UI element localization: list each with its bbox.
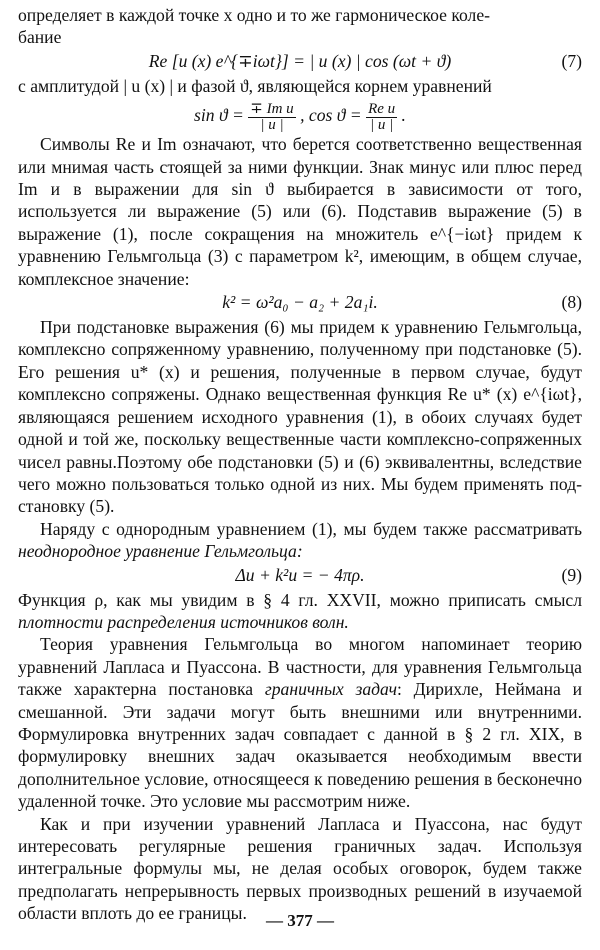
fraction-numerator: ∓ Im u	[250, 100, 294, 117]
paragraph	[18, 518, 582, 563]
paragraph: При подстановке выражения (6) мы придем к уравнению Гельмгольца, комплексно сопряженному уравнению, полученному при подстановке (5). Его решения u* (x) и решения, полученные в первом случае, будут комплексно сопряжены. Однако вещественная функция Re u* (x) e^{iωt}, являющаяся решением исходного уравнения (1), в обоих случаях будет одной и той же, поскольку вещественные части комплексно-сопряженных чисел равны.Поэтому обе подстановки (5) и (6) эквивалентны, вследствие чего можно пользоваться только одной из них. Мы будем применять подстановку (5).	[18, 317, 582, 517]
equation-tail: .	[401, 105, 406, 126]
page-number: — 377 —	[266, 911, 334, 930]
fraction-denominator: | u |	[369, 116, 394, 133]
paragraph	[18, 589, 582, 634]
paragraph-text: : Дирихле, Неймана и смешанной. Эти задачи могут быть внешними или внутренними. Формулировка внутренних задач совпадает с данной в § 2 гл. XIX, в формулировку внешних задач оказывается необходимым ввести дополнительное условие, относящееся к поведению решения в бесконечно удаленной точке. Это условие мы рассмотрим ниже.	[18, 679, 583, 812]
text-line: бание	[18, 27, 62, 48]
fraction-denominator: | u |	[260, 116, 284, 133]
emphasis-text: неоднородное уравнение Гельмгольца:	[18, 541, 303, 562]
equation-number: (7)	[561, 50, 582, 71]
sin-fraction	[248, 102, 295, 133]
cos-fraction	[366, 102, 397, 133]
equation-body: Δu + k²u = − 4πρ.	[235, 564, 365, 585]
equation-7	[18, 50, 582, 74]
fraction-numerator: Re u	[368, 100, 396, 117]
equation-8	[18, 291, 582, 315]
emphasis-text: граничных задач	[264, 679, 398, 700]
paragraph	[18, 633, 582, 812]
emphasis-text: плотности распределения источников волн.	[18, 611, 349, 632]
equation-sin-cos	[18, 98, 582, 132]
paragraph: Символы Re и Im означают, что берется соответственно вещественная или мнимая часть стоящей за ними функции. Знак минус или плюс перед Im и в выражении для sin ϑ выбирается в зависимости от того, используется ли выражение (5) или (6). Подставив выражение (5) в выражение (1), после сокращения на множитель e^{−iωt} придем к уравнению Гельмгольца (3) с параметром k², имеющим, в общем случае, комплексное значение:	[18, 134, 582, 289]
paragraph-text: Наряду с однородным уравнением (1), мы будем также рассматривать	[40, 518, 582, 539]
paragraph-text: Функция ρ, как мы увидим в § 4 гл. XXVII, можно приписать смысл	[18, 589, 582, 610]
sin-label: sin ϑ =	[194, 105, 244, 126]
cos-label: , cos ϑ =	[300, 105, 362, 126]
paragraph: Как и при изучении уравнений Лапласа и Пуассона, нас будут интересовать регулярные решения граничных задач. Используя интегральные формулы мы, не делая особых оговорок, будем также предполагать непрерывность первых производных решений в изучаемой области вплоть до ее границы.	[18, 813, 582, 924]
text-line: с амплитудой | u (x) | и фазой ϑ, являющейся корнем уравнений	[18, 75, 492, 96]
equation-body: Re [u (x) e^{∓iωt}] = | u (x) | cos (ωt + ϑ)	[148, 50, 452, 71]
equation-number: (8)	[561, 292, 582, 313]
equation-body: k² = ω²a₀ − a₂ + 2a₁i.	[222, 292, 378, 313]
equation-number: (9)	[561, 564, 582, 585]
text-line: определяет в каждой точке x одно и то же гармоническое коле-	[18, 5, 490, 25]
paragraph-text: Теория уравнения Гельмгольца во многом напоминает теорию уравнений Лапласа и Пуассона. В частности, для уравнения Гельмгольца также характерна постановка	[18, 634, 582, 700]
equation-9	[18, 564, 582, 588]
